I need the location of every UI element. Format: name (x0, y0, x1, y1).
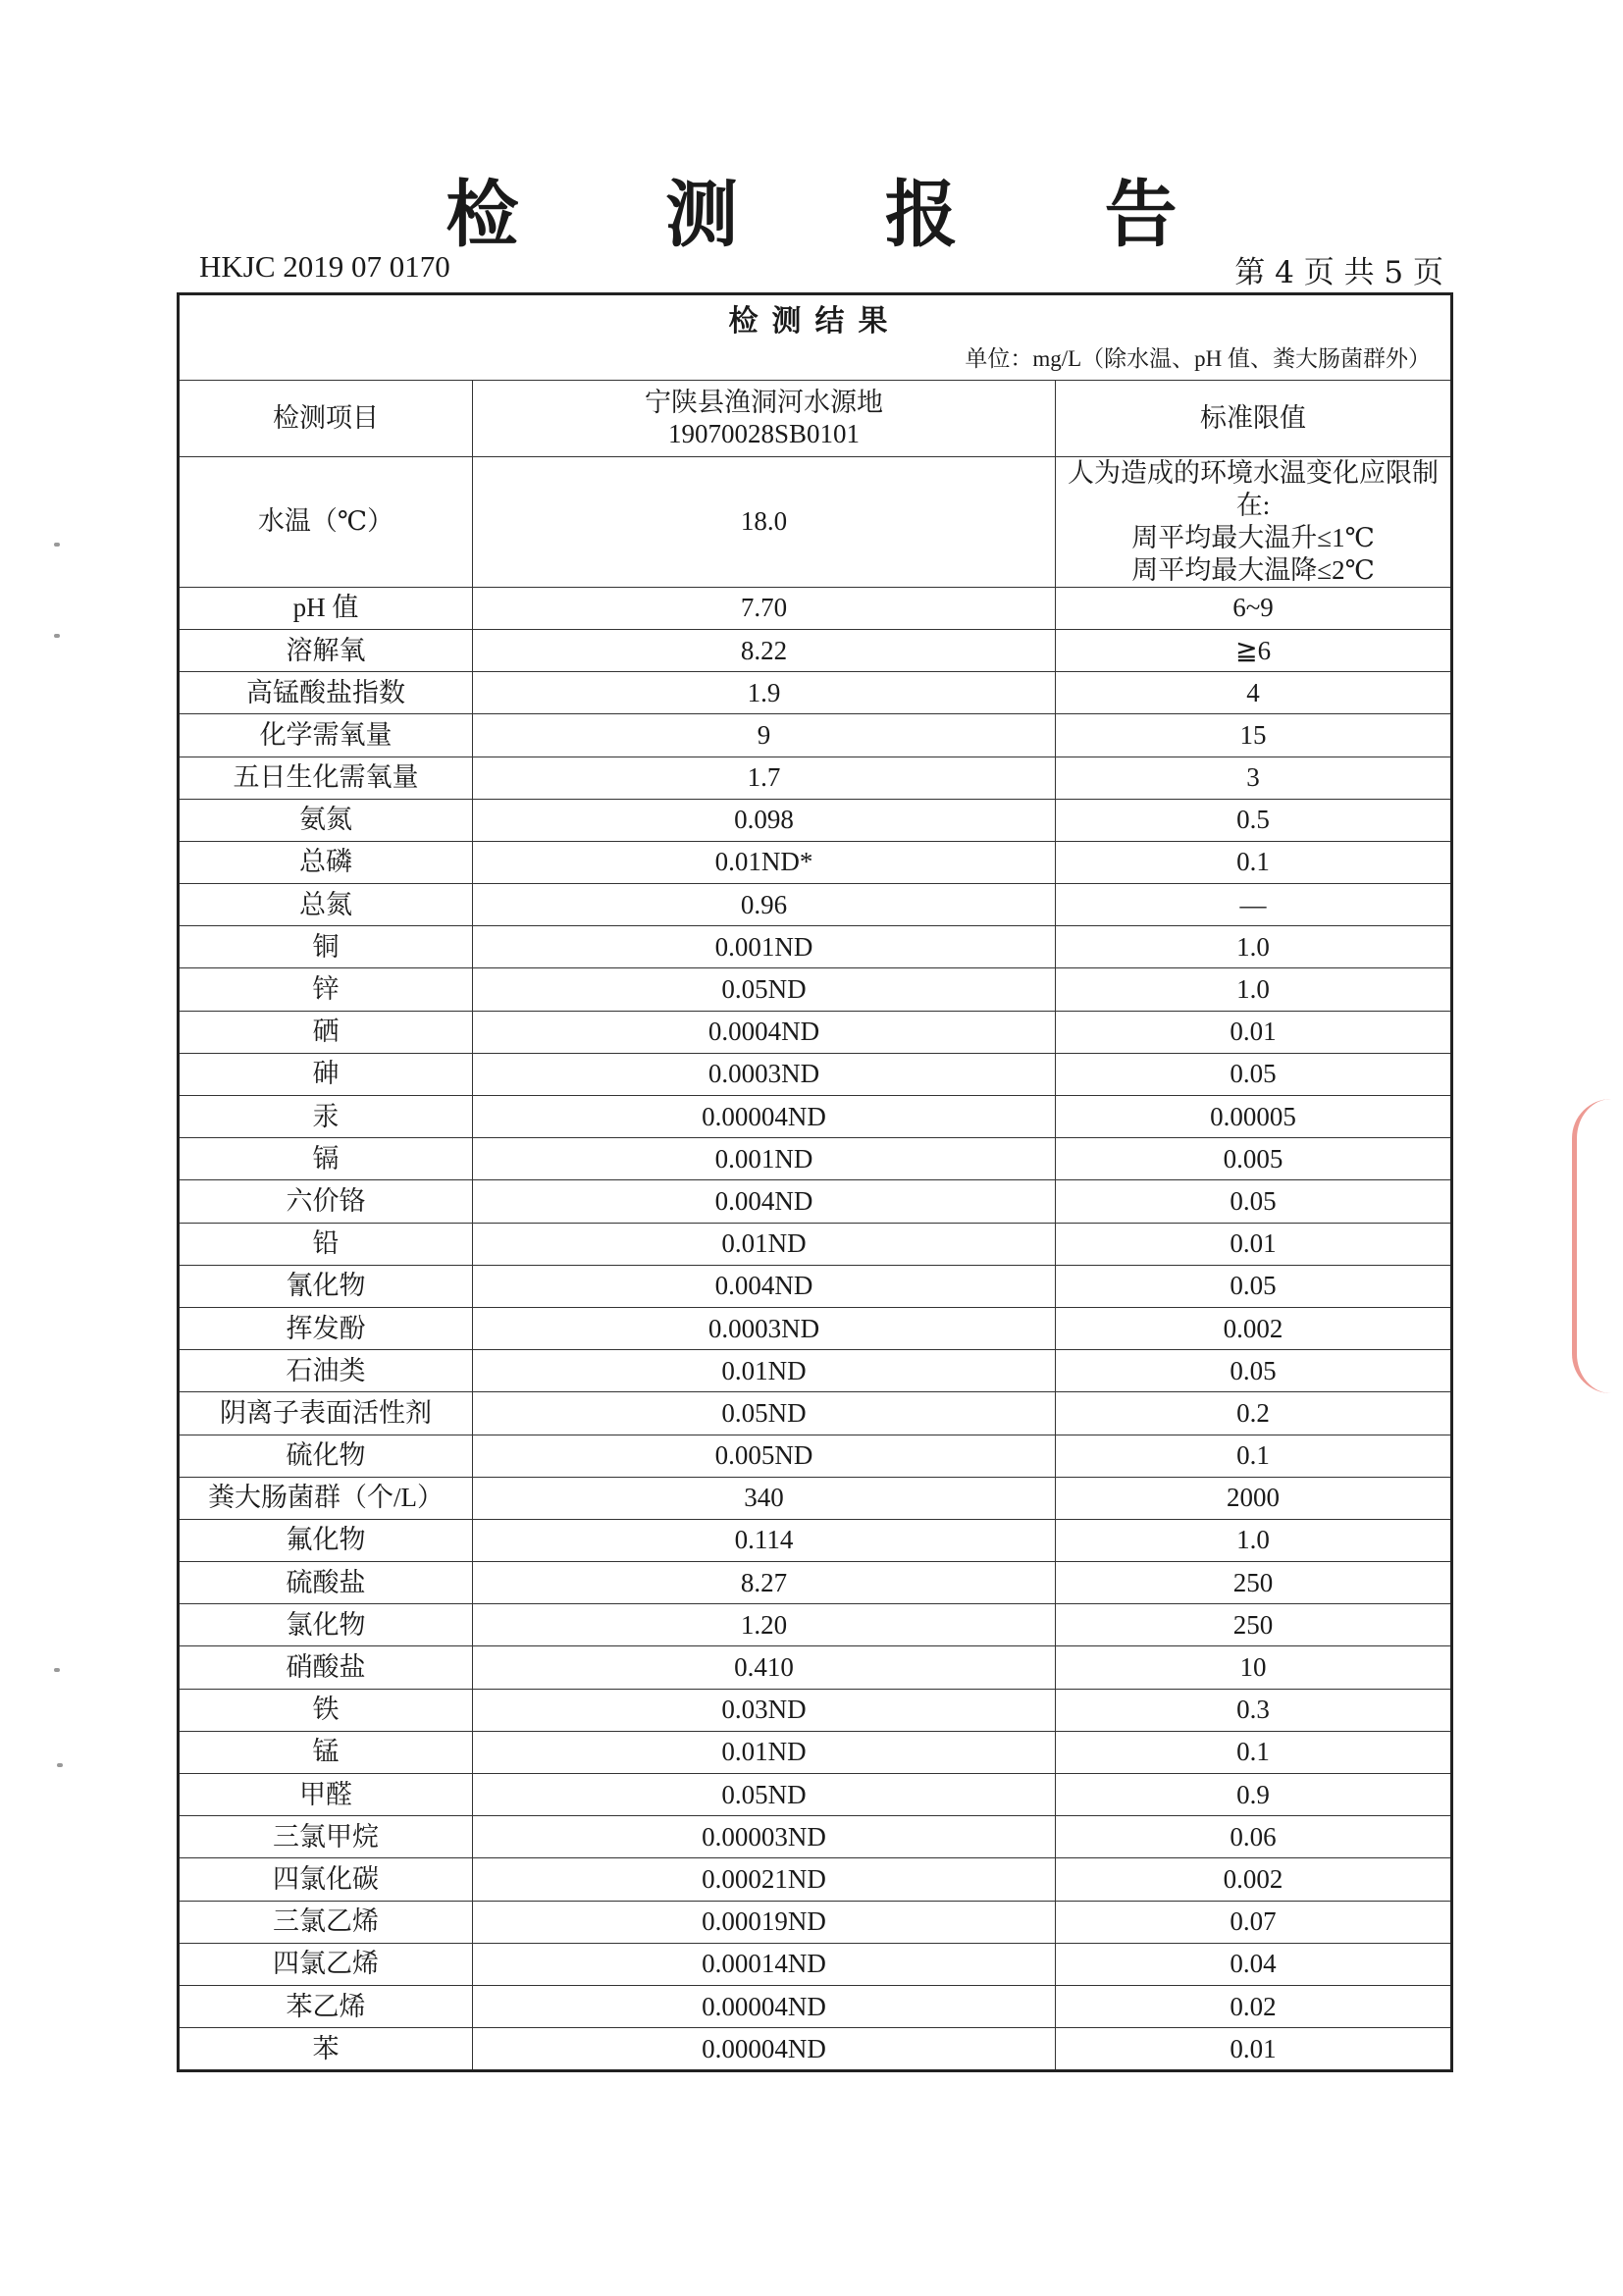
table-row (179, 1562, 1452, 1604)
value-cell: 0.01ND* (473, 841, 1056, 883)
limit-cell: 0.9 (1056, 1774, 1452, 1816)
value-cell: 0.001ND (473, 926, 1056, 968)
site-name: 宁陕县渔洞河水源地 (645, 388, 883, 418)
value-cell: 0.0003ND (473, 1053, 1056, 1095)
table-row (179, 1943, 1452, 1985)
limit-cell: 0.05 (1056, 1350, 1452, 1392)
value-cell: 1.20 (473, 1604, 1056, 1646)
table-row (179, 1265, 1452, 1307)
table-row (179, 1858, 1452, 1901)
item-cell: 苯乙烯 (179, 1985, 473, 2027)
limit-cell: 0.2 (1056, 1392, 1452, 1435)
report-title: 检 测 报 告 (445, 173, 1238, 257)
table-row (179, 1011, 1452, 1053)
table-row (179, 1985, 1452, 2027)
item-cell: 镉 (179, 1138, 473, 1180)
table-row (179, 1901, 1452, 1943)
value-cell: 7.70 (473, 587, 1056, 629)
limit-cell: 0.04 (1056, 1943, 1452, 1985)
limit-cell: 10 (1056, 1646, 1452, 1689)
scan-speck (54, 1668, 60, 1672)
limit-cell: 0.3 (1056, 1689, 1452, 1731)
value-cell: 0.114 (473, 1519, 1056, 1561)
table-row (179, 1350, 1452, 1392)
value-cell: 0.05ND (473, 1774, 1056, 1816)
item-cell: 阴离子表面活性剂 (179, 1392, 473, 1435)
limit-cell: 15 (1056, 714, 1452, 757)
item-cell: 氟化物 (179, 1519, 473, 1561)
limit-cell: 4 (1056, 672, 1452, 714)
item-cell: 铁 (179, 1689, 473, 1731)
limit-cell: 250 (1056, 1562, 1452, 1604)
table-row (179, 1689, 1452, 1731)
item-cell: 挥发酚 (179, 1307, 473, 1349)
item-cell: 溶解氧 (179, 629, 473, 671)
table-row (179, 1223, 1452, 1265)
value-cell: 0.00003ND (473, 1816, 1056, 1858)
item-cell: 三氯乙烯 (179, 1901, 473, 1943)
value-cell: 0.00004ND (473, 2028, 1056, 2071)
table-row (179, 757, 1452, 799)
table-row (179, 841, 1452, 883)
table-row (179, 629, 1452, 671)
limit-cell: 0.002 (1056, 1858, 1452, 1901)
item-cell: 氨氮 (179, 799, 473, 841)
limit-cell: 0.01 (1056, 1223, 1452, 1265)
scan-speck (54, 634, 60, 638)
item-cell: 苯 (179, 2028, 473, 2071)
value-cell: 0.00021ND (473, 1858, 1056, 1901)
red-seal-stamp (1572, 1099, 1623, 1393)
item-cell: 铅 (179, 1223, 473, 1265)
item-cell: 六价铬 (179, 1180, 473, 1223)
limit-cell: 1.0 (1056, 926, 1452, 968)
value-cell: 340 (473, 1477, 1056, 1519)
value-cell: 0.01ND (473, 1350, 1056, 1392)
limit-line: 周平均最大温升≤1℃ (1131, 522, 1375, 552)
item-cell: 甲醛 (179, 1774, 473, 1816)
item-cell: 石油类 (179, 1350, 473, 1392)
limit-cell: 0.005 (1056, 1138, 1452, 1180)
table-row (179, 926, 1452, 968)
item-cell: 四氯乙烯 (179, 1943, 473, 1985)
value-cell: 0.01ND (473, 1731, 1056, 1773)
limit-cell: 0.5 (1056, 799, 1452, 841)
table-row (179, 968, 1452, 1011)
value-cell: 1.9 (473, 672, 1056, 714)
item-cell: 氯化物 (179, 1604, 473, 1646)
limit-cell: — (1056, 884, 1452, 926)
value-cell: 0.00019ND (473, 1901, 1056, 1943)
limit-cell: 0.02 (1056, 1985, 1452, 2027)
item-cell: 总磷 (179, 841, 473, 883)
table-caption-cell (179, 294, 1452, 381)
table-row (179, 1392, 1452, 1435)
table-row (179, 799, 1452, 841)
table-row (179, 1646, 1452, 1689)
item-cell: 铜 (179, 926, 473, 968)
limit-cell: 250 (1056, 1604, 1452, 1646)
table-row (179, 1731, 1452, 1773)
item-cell: 三氯甲烷 (179, 1816, 473, 1858)
limit-cell: 0.01 (1056, 1011, 1452, 1053)
item-cell: 化学需氧量 (179, 714, 473, 757)
item-cell: 粪大肠菌群（个/L） (179, 1477, 473, 1519)
table-row (179, 1180, 1452, 1223)
item-cell: 水温（℃） (179, 457, 473, 588)
header-row (179, 381, 1452, 457)
value-cell: 0.03ND (473, 1689, 1056, 1731)
table-row (179, 714, 1452, 757)
page-indicator: 第 4 页 共 5 页 (1234, 255, 1443, 290)
value-cell: 18.0 (473, 457, 1056, 588)
table-row (179, 672, 1452, 714)
item-cell: 总氮 (179, 884, 473, 926)
item-cell: pH 值 (179, 587, 473, 629)
value-cell: 8.27 (473, 1562, 1056, 1604)
caption-row (179, 294, 1452, 381)
limit-cell: 0.05 (1056, 1265, 1452, 1307)
value-cell: 0.098 (473, 799, 1056, 841)
table-row (179, 2028, 1452, 2071)
item-cell: 氰化物 (179, 1265, 473, 1307)
limit-cell: 6~9 (1056, 587, 1452, 629)
column-header-site (473, 381, 1056, 457)
limit-cell: 0.05 (1056, 1180, 1452, 1223)
item-cell: 硫化物 (179, 1435, 473, 1477)
limit-cell: 0.1 (1056, 1435, 1452, 1477)
scan-speck (54, 543, 60, 547)
scan-speck (57, 1763, 63, 1767)
value-cell: 0.0003ND (473, 1307, 1056, 1349)
table-row (179, 1774, 1452, 1816)
item-cell: 硝酸盐 (179, 1646, 473, 1689)
limit-line: 周平均最大温降≤2℃ (1131, 554, 1375, 585)
table-row (179, 1138, 1452, 1180)
value-cell: 0.05ND (473, 968, 1056, 1011)
table-row (179, 1096, 1452, 1138)
column-header-limit: 标准限值 (1056, 381, 1452, 457)
limit-cell: 0.07 (1056, 1901, 1452, 1943)
table-row (179, 587, 1452, 629)
table-row (179, 1053, 1452, 1095)
limit-cell: 2000 (1056, 1477, 1452, 1519)
limit-cell: 1.0 (1056, 1519, 1452, 1561)
limit-cell: 0.1 (1056, 841, 1452, 883)
item-cell: 锰 (179, 1731, 473, 1773)
item-cell: 硒 (179, 1011, 473, 1053)
value-cell: 0.05ND (473, 1392, 1056, 1435)
limit-cell: 0.05 (1056, 1053, 1452, 1095)
results-table (177, 292, 1453, 2072)
value-cell: 0.96 (473, 884, 1056, 926)
value-cell: 0.410 (473, 1646, 1056, 1689)
table-row (179, 1477, 1452, 1519)
value-cell: 0.005ND (473, 1435, 1056, 1477)
limit-cell: 0.06 (1056, 1816, 1452, 1858)
report-number: HKJC 2019 07 0170 (199, 249, 450, 284)
limit-cell: 1.0 (1056, 968, 1452, 1011)
table-row (179, 884, 1452, 926)
limit-cell: 3 (1056, 757, 1452, 799)
value-cell: 0.001ND (473, 1138, 1056, 1180)
table-caption: 检测结果 (728, 304, 902, 338)
item-cell: 砷 (179, 1053, 473, 1095)
table-row (179, 1435, 1452, 1477)
value-cell: 0.004ND (473, 1265, 1056, 1307)
value-cell: 0.01ND (473, 1223, 1056, 1265)
limit-cell: ≧6 (1056, 629, 1452, 671)
table-row (179, 1816, 1452, 1858)
limit-cell: 0.00005 (1056, 1096, 1452, 1138)
value-cell: 1.7 (473, 757, 1056, 799)
item-cell: 汞 (179, 1096, 473, 1138)
item-cell: 四氯化碳 (179, 1858, 473, 1901)
table-row (179, 1519, 1452, 1561)
limit-cell: 0.01 (1056, 2028, 1452, 2071)
item-cell: 五日生化需氧量 (179, 757, 473, 799)
value-cell: 0.004ND (473, 1180, 1056, 1223)
limit-line: 人为造成的环境水温变化应限制在: (1068, 458, 1440, 520)
limit-cell: 0.002 (1056, 1307, 1452, 1349)
unit-note: 单位：mg/L（除水温、pH 值、粪大肠菌群外） (965, 346, 1432, 372)
table-row (179, 1307, 1452, 1349)
value-cell: 8.22 (473, 629, 1056, 671)
value-cell: 0.00004ND (473, 1985, 1056, 2027)
value-cell: 0.00004ND (473, 1096, 1056, 1138)
limit-cell (1056, 457, 1452, 588)
table-row (179, 457, 1452, 588)
site-code: 19070028SB0101 (667, 418, 861, 448)
value-cell: 0.00014ND (473, 1943, 1056, 1985)
item-cell: 高锰酸盐指数 (179, 672, 473, 714)
value-cell: 9 (473, 714, 1056, 757)
item-cell: 硫酸盐 (179, 1562, 473, 1604)
value-cell: 0.0004ND (473, 1011, 1056, 1053)
item-cell: 锌 (179, 968, 473, 1011)
limit-cell: 0.1 (1056, 1731, 1452, 1773)
table-row (179, 1604, 1452, 1646)
column-header-item: 检测项目 (179, 381, 473, 457)
